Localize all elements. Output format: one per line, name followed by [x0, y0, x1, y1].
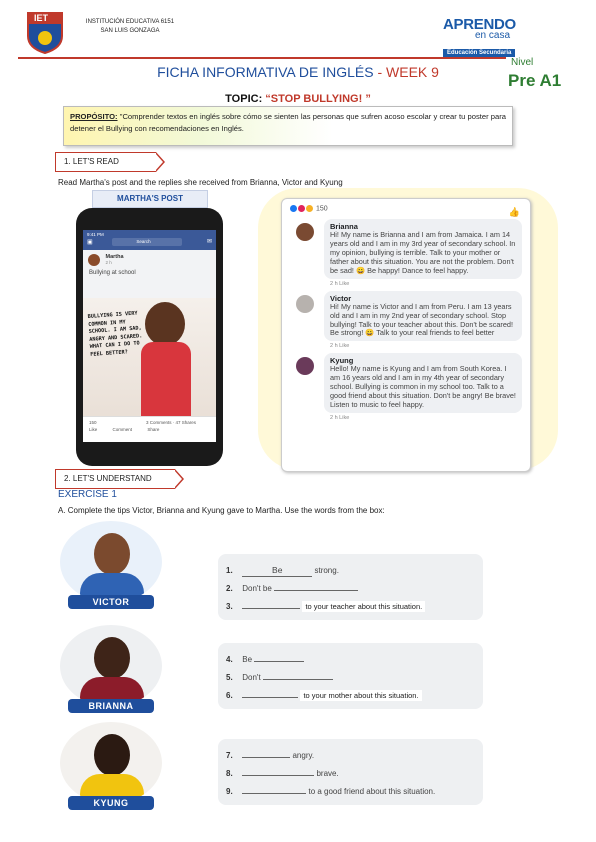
nivel-value: Pre A1 [508, 71, 562, 90]
victor-tips [218, 554, 483, 620]
like-reaction-icon [290, 205, 297, 212]
tip-9: 9. to a good friend about this situation. [226, 787, 436, 796]
kyung-name-label: KYUNG [68, 796, 154, 810]
messenger-icon: ✉ [206, 239, 212, 245]
facebook-search[interactable]: Search [112, 238, 182, 246]
girl-illustration-body [141, 342, 191, 422]
brianna-tips [218, 643, 483, 709]
love-reaction-icon [298, 205, 305, 212]
proposito-box [63, 106, 513, 146]
comment-meta[interactable]: 2 h Like [330, 280, 350, 287]
proposito-label: PROPÓSITO: [70, 112, 118, 121]
replies-panel [281, 198, 531, 472]
phone-screen [83, 230, 216, 442]
header-divider [18, 57, 506, 59]
girl-illustration-head [145, 302, 185, 346]
blank-6[interactable] [242, 697, 298, 698]
comment-bubble: Kyung Hello! My name is Kyung and I am from South Korea. I am 16 years old and I am in my 4th year of secondary school. Bullying is common in my school too. Talk to a good friend about this situation. Don't be angry! Be brave! Listen to music to feel happy. [324, 353, 522, 413]
kyung-tips [218, 739, 483, 805]
topic-heading: TOPIC: “STOP BULLYING! ” [225, 93, 371, 105]
blank-4[interactable] [254, 661, 304, 662]
tip-7: 7. angry. [226, 751, 315, 760]
post-header: Martha 2 h [83, 250, 216, 270]
kyung-photo [58, 722, 168, 814]
exercise-instruction: A. Complete the tips Victor, Brianna and Kyung gave to Martha. Use the words from the box: [58, 506, 385, 515]
read-instruction: Read Martha's post and the replies she received from Brianna, Victor and Kyung [58, 178, 343, 187]
post-image [83, 298, 216, 422]
blank-7[interactable] [242, 757, 290, 758]
tip-2: 2. Don't be [226, 580, 475, 598]
tip-4: 4. Be [226, 651, 475, 669]
tip-1: 1. Be strong. [226, 565, 339, 575]
blank-8[interactable] [242, 775, 314, 776]
tip-6: 6. to your mother about this situation. [226, 687, 475, 705]
comment-bubble: Victor Hi! My name is Victor and I am from Peru. I am 13 years old and I am in my 2nd year of secondary school. Stop bullying! Talk to your teacher about this. Don't be scared! Be strong! 😀 Talk to your real friends to feel better [324, 291, 522, 342]
reply-kyung [290, 353, 522, 423]
comment-button[interactable]: Comment [112, 427, 133, 432]
post-image-text: BULLYING IS VERY COMMON IN MY SCHOOL. I AM SAD, ANGRY AND SCARED. WHAT CAN I DO TO FEEL BETTER? [87, 310, 143, 358]
brianna-photo [58, 625, 168, 717]
exercise-title: EXERCISE 1 [58, 489, 117, 500]
comment-meta[interactable]: 2 h Like [330, 414, 350, 421]
blank-1[interactable]: Be [242, 564, 312, 577]
camera-icon: ▣ [87, 239, 93, 246]
reply-victor [290, 291, 522, 352]
tip-5: 5. Don't [226, 669, 475, 687]
proposito-text: "Comprender textos en inglés sobre cómo se sienten las personas que sufren acoso escolar y crear tu poster para detener el Bullying con recomendaciones en Inglés. [70, 112, 506, 134]
post-text: Bullying at school [89, 270, 136, 276]
comment-meta[interactable]: 2 h Like [330, 343, 350, 350]
brianna-name-label: BRIANNA [68, 699, 154, 713]
section-lets-read: 1. LET'S READ [55, 152, 156, 172]
brianna-avatar [296, 223, 314, 241]
reply-brianna [290, 219, 522, 289]
tip-8: 8. brave. [226, 769, 339, 778]
comment-bubble: Brianna Hi! My name is Brianna and I am from Jamaica. I am 14 years old and I am in my 3rd year of secondary school. In my opinion, bullying is terrible. Talk to your mother or father about this situation. You are not the problem. Don't be sad! 😀 Be happy! Dance to feel happy. [324, 219, 522, 279]
page-title: FICHA INFORMATIVA DE INGLÉS - WEEK 9 [157, 64, 439, 80]
thumbs-up-icon[interactable]: 👍 [508, 207, 520, 217]
blank-9[interactable] [242, 793, 306, 794]
tip-3: 3. to your teacher about this situation. [226, 598, 475, 616]
school-logo [22, 10, 68, 54]
blank-3[interactable] [242, 608, 300, 609]
victor-avatar [296, 295, 314, 313]
school-name: INSTITUCIÓN EDUCATIVA 6151 SAN LUIS GONZAGA [85, 19, 175, 34]
logo-text: IET [34, 13, 49, 23]
victor-photo [58, 521, 168, 613]
section-lets-understand: 2. LET'S UNDERSTAND [55, 469, 175, 489]
share-button[interactable]: Share [147, 427, 160, 432]
nivel-label: Nivel [511, 57, 534, 68]
blank-2[interactable] [274, 590, 358, 591]
marthas-post-title: MARTHA'S POST [92, 190, 208, 208]
aprendo-en-casa-logo: APRENDO en casa Educación Secundaria [443, 16, 516, 56]
facebook-top-bar: 9:41 PM ▣ Search ✉ [83, 230, 216, 250]
wow-reaction-icon [306, 205, 313, 212]
martha-avatar [88, 254, 100, 266]
phone-mockup [76, 208, 223, 466]
victor-name-label: VICTOR [68, 595, 154, 609]
post-actions: 150 3 Comments · 47 Shares Like Comment Share [83, 416, 216, 442]
like-button[interactable]: Like [89, 427, 98, 432]
blank-5[interactable] [263, 679, 333, 680]
kyung-avatar [296, 357, 314, 375]
reaction-summary: 150 [290, 205, 522, 219]
